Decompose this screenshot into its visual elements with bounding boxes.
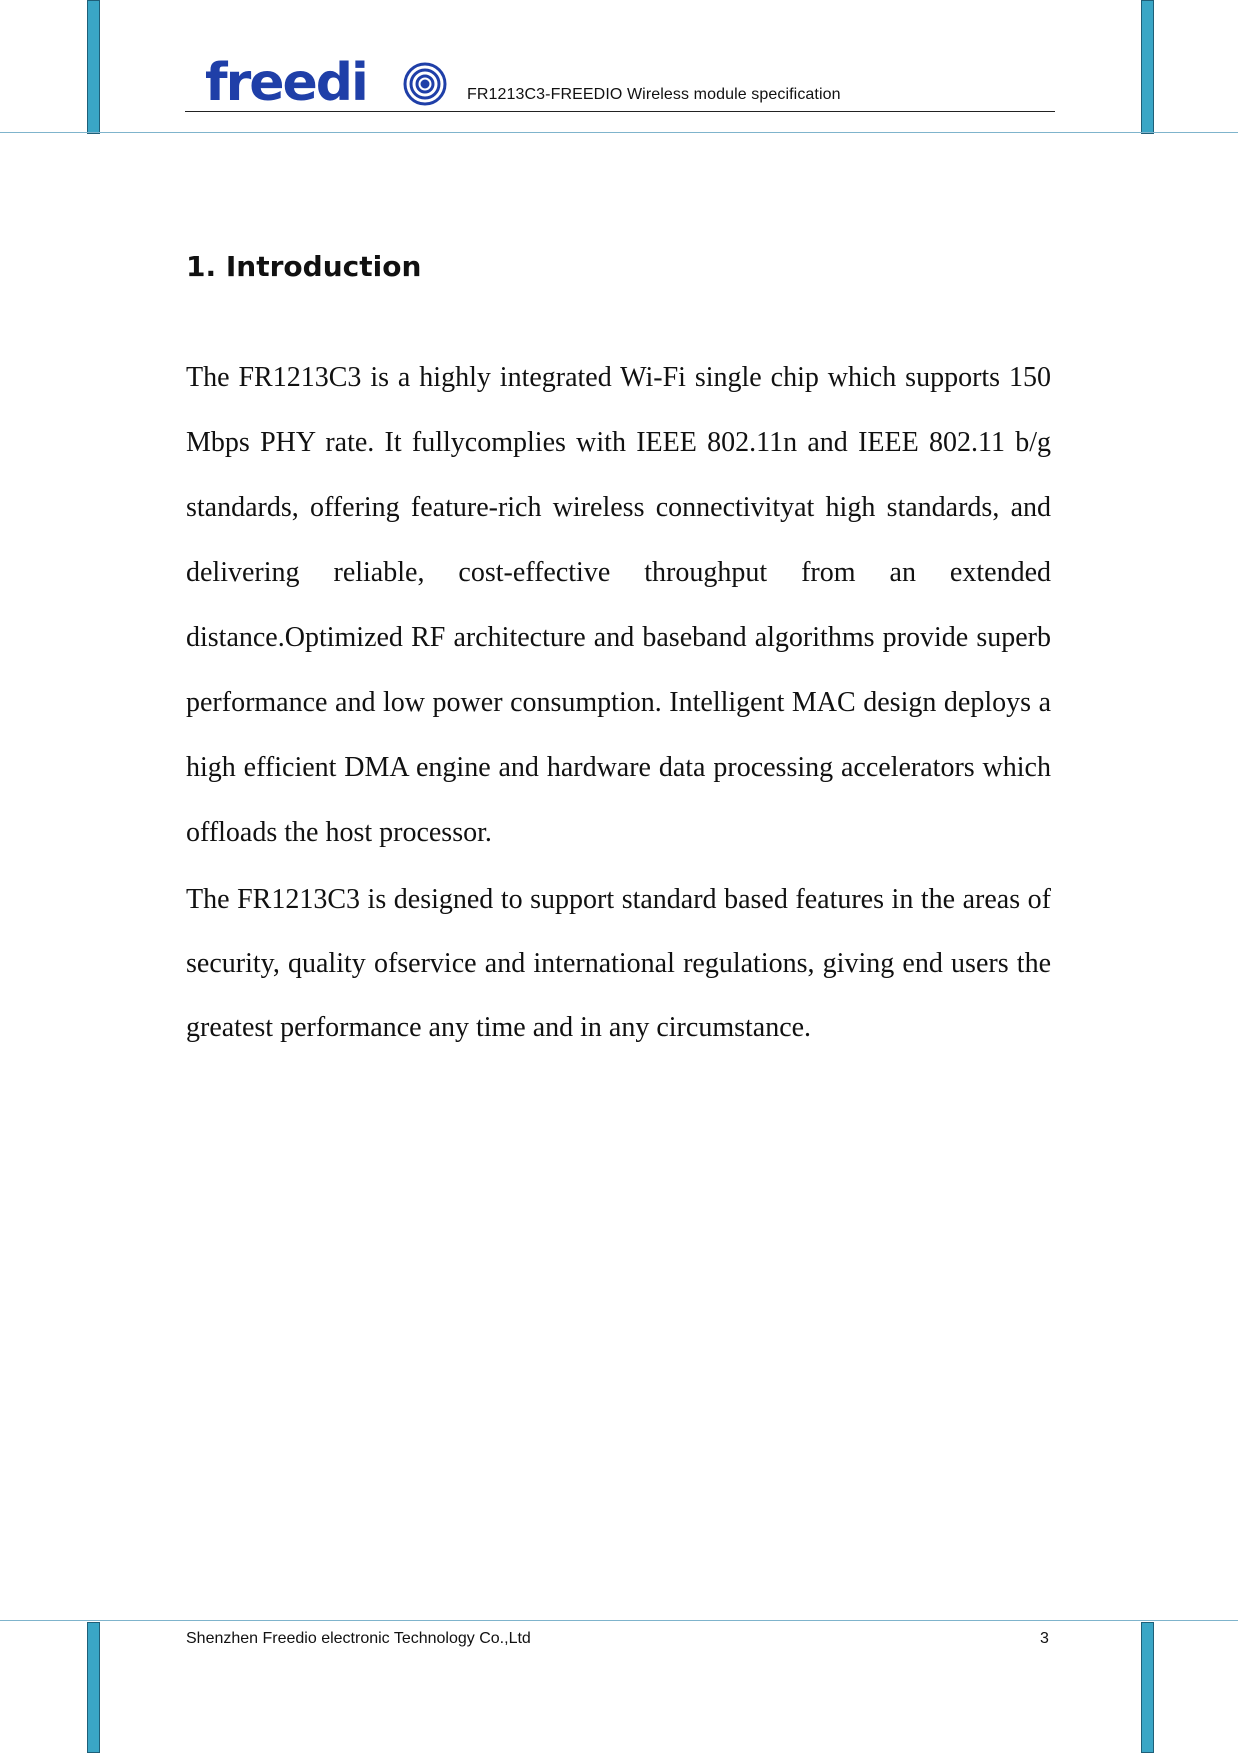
bottom-right-bar (1141, 1622, 1154, 1753)
section-body (186, 345, 1051, 1060)
top-left-bar (87, 0, 100, 134)
bottom-left-bar (87, 1622, 100, 1753)
logo-o-rings (405, 64, 445, 104)
document-title: FR1213C3-FREEDIO Wireless module specification (467, 86, 841, 103)
page-number: 3 (1040, 1630, 1049, 1647)
top-divider (0, 132, 1238, 133)
paragraph-features: The FR1213C3 is designed to support standard based features in the areas of security, quality ofservice and international regulations, giving end users the greatest performance any time and in any circumstance. (186, 884, 1051, 1043)
top-right-bar (1141, 0, 1154, 134)
footer-company: Shenzhen Freedio electronic Technology Co.,Ltd (186, 1630, 531, 1647)
svg-text:freedi: freedi (205, 56, 367, 112)
paragraph-intro: The FR1213C3 is a highly integrated Wi-Fi single chip which supports 150 Mbps PHY rate. It fullycomplies with IEEE 802.11n and IEEE 802.11 b/g standards, offering feature-rich wireless connectivityat high standards, and delivering reliable, cost-effective throughput from an extended distance.Optimized RF architecture and baseband algorithms provide superb performance and low power consumption. Intelligent MAC design deploys a high efficient DMA engine and hardware data processing accelerators which offloads the host processor. (186, 362, 1051, 848)
freedio-logo (205, 56, 448, 112)
bottom-divider (0, 1620, 1238, 1621)
section-heading: 1. Introduction (186, 250, 422, 283)
